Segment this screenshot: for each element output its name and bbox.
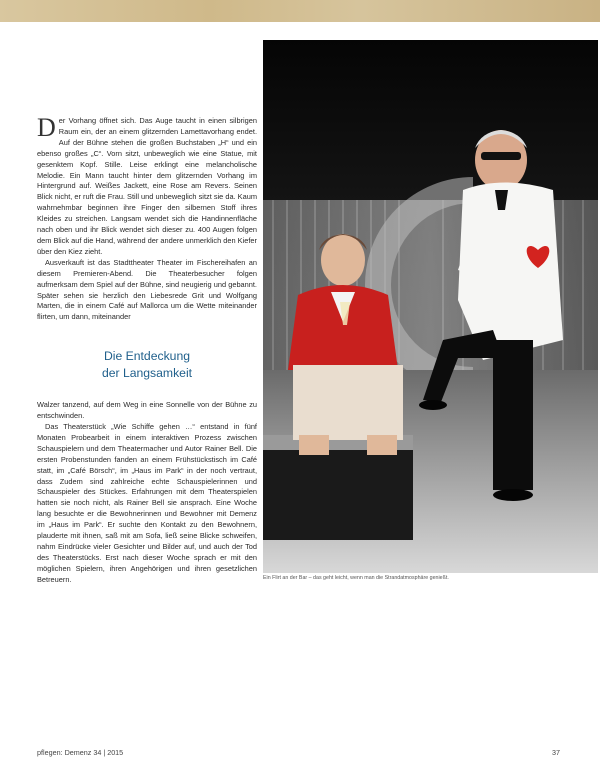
article-text-column (37, 113, 257, 586)
drop-cap: D (37, 113, 56, 142)
section-subheading (37, 348, 257, 382)
stage-photo (263, 40, 598, 573)
top-decorative-band (0, 0, 600, 22)
article-paragraph-4: Das Theaterstück „Wie Schiffe gehen …“ entstand in fünf Monaten Probearbeit in einem interaktiven Prozess zwischen Schauspielern und dem Theatermacher und Autor Rainer Bell. Die ersten Probenstunden fanden an einem Frühstückstisch im Café statt, im „Café Börsch“, im „Haus im Park“ in der noch vertraut, dass Zudem sind zahlreiche echte Schauspielerinnen und Schauspieler des Stückes. Erfahrungen mit dem Theaterspielen hatten sie noch nicht, als Rainer Bell sie ansprach. Eine Woche lang besuchte er die Bewohnerinnen und Bewohner mit Demenz im „Haus im Park“. Er suchte den Kontakt zu den Bewohnern, plauderte mit ihnen, saß mit am Sofa, ließ seine Blicke schweifen, nahm Eindrücke vieler Gesichter und Bilder auf, und auch der Tod des Theaterstücks. Erst nach dieser Woche sprach er mit den möglichen Spielern, ihren Angehörigen und ihren gesetzlichen Betreuern. (37, 422, 257, 584)
stage-photo-illustration (263, 40, 598, 573)
article-paragraph-1 (37, 113, 257, 258)
subheading-line-2: der Langsamkeit (101, 366, 193, 381)
article-paragraph-2: Ausverkauft ist das Stadttheater Theater im Fischereihafen an diesem Premieren-Abend. Die Theaterbesucher folgen aufmerksam dem Spiel auf der Bühne, sind neugierig und gebannt. Später sehen sie herzlich den Liebesrede Grit und Wolfgang Marten, die in einem Café auf Mallorca um die Wette miteinander flirten, um dann, miteinander (37, 257, 257, 322)
photo-caption: Ein Flirt an der Bar – das geht leicht, wenn man die Strandatmosphäre genießt. (263, 575, 449, 581)
magazine-issue: pflegen: Demenz 34 | 2015 (37, 748, 124, 757)
article-paragraph-1-text: er Vorhang öffnet sich. Das Auge taucht in einen silbrigen Raum ein, der an einem glitzernden Lamettavorhang endet. Auf der Bühne stehen die großen Buchstaben „H“ und ein ebenso großes „C“. Vorn sitzt, unbeweglich wie eine Statue, mit gesenktem Kopf. Stille. Leise erklingt eine melancholische Melodie. Ein Mann taucht hinter dem glitzernden Vorhang im Hintergrund auf. Weißes Jackett, eine Rose am Revers. Seinen Blick nicht, er ruft die Frau. Still und unbeweglich sitzt sie da. Kaum wahrnehmbar beginnen ihre Finger den silbernen Stoff ihres Kleides zu streichen. Langsam wendet sich die Handinnenfläche nach oben und ihr Blick wendet sich dieser zu. 400 Augen folgen dem Blick auf die Hand, während der andere unmerklich den Kiefer über den Kiez zieht. (37, 116, 257, 256)
subheading-line-1: Die Entdeckung (103, 349, 191, 364)
page-number: 37 (552, 748, 560, 757)
article-paragraph-3: Walzer tanzend, auf dem Weg in eine Sonnelle von der Bühne zu entschwinden. (37, 400, 257, 421)
